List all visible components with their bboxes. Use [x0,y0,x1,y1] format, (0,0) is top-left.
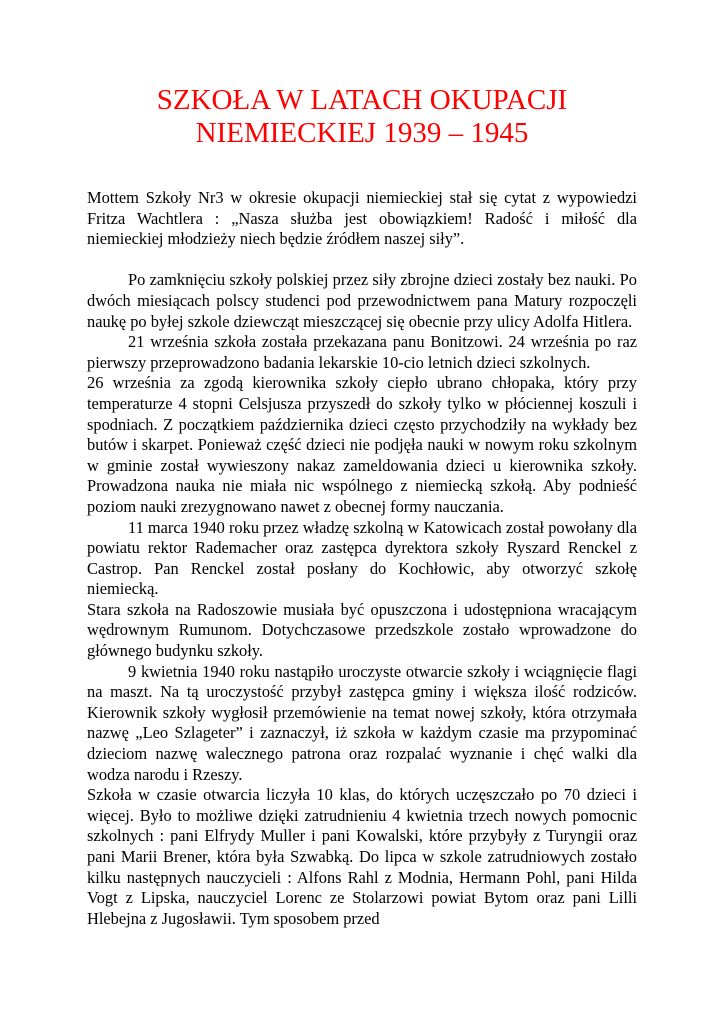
paragraph: Szkoła w czasie otwarcia liczyła 10 klas, do których uczęszczało po 70 dzieci i więcej. Było to możliwe dzięki zatrudnieniu 4 kwietnia trzech nowych pomocnic szkolnych : pani Elfrydy Muller i pani Kowalski, które przybyły z Turyngii oraz pani Marii Brener, która była Szwabką. Do lipca w szkole zatrudniowych zostało kilku następnych nauczycieli : Alfons Rahl z Modnia, Hermann Pohl, pani Hilda Vogt z Lipska, nauczyciel Lorenc ze Stolarzowi powiat Bytom oraz pani Lilli Hlebejna z Jugosławii. Tym sposobem przed [87,785,637,928]
paragraph: 21 września szkoła została przekazana panu Bonitzowi. 24 września po raz pierwszy przeprowadzono badania lekarskie 10-cio letnich dzieci szkolnych. [87,332,637,372]
title-line-1: SZKOŁA W LATACH OKUPACJI [156,84,568,116]
paragraph: 11 marca 1940 roku przez władzę szkolną w Katowicach został powołany dla powiatu rektor Rademacher oraz zastępca dyrektora szkoły Ryszard Renckel z Castrop. Pan Renckel został posłany do Kochłowic, aby otworzyć szkołę niemiecką. [87,517,637,599]
title-line-2: NIEMIECKIEJ 1939 – 1945 [195,117,529,149]
paragraph: 26 września za zgodą kierownika szkoły ciepło ubrano chłopaka, który przy temperaturze 4 stopni Celsjusza przyszedł do szkoły tylko w płóciennej koszuli i spodniach. Z początkiem października dzieci często przychodziły na wykłady bez butów i skarpet. Ponieważ część dzieci nie podjęła nauki w nowym roku szkolnym w gminie został wywieszony nakaz zameldowania dzieci u kierownika szkoły. Prowadzona nauka nie miała nic wspólnego z niemiecką szkołą. Aby podnieść poziom nauki zrezygnowano nawet z obecnej formy nauczania. [87,373,637,516]
document-body [87,188,637,929]
paragraph-spacer [87,250,637,271]
paragraph: Stara szkoła na Radoszowie musiała być opuszczona i udostępniona wracającym wędrownym Rumunom. Dotychczasowe przedszkole zostało wprowadzone do głównego budynku szkoły. [87,599,637,661]
paragraph: 9 kwietnia 1940 roku nastąpiło uroczyste otwarcie szkoły i wciągnięcie flagi na maszt. Na tą uroczystość przybył zastępca gminy i większa ilość rodziców. Kierownik szkoły wygłosił przemówienie na temat nowej szkoły, która otrzymała nazwę „Leo Szlageter” i zaznaczył, iż szkoła w każdym czasie ma przypominać dzieciom nazwę walecznego patrona oraz rozpalać wyznanie i chęć walki dla wodza narodu i Rzeszy. [87,661,637,784]
paragraph: Po zamknięciu szkoły polskiej przez siły zbrojne dzieci zostały bez nauki. Po dwóch miesiącach polscy studenci pod przewodnictwem pana Matury rozpoczęli naukę po byłej szkole dziewcząt mieszczącej się obecnie przy ulicy Adolfa Hitlera. [87,270,637,331]
page-title [87,0,637,150]
paragraph-motto: Mottem Szkoły Nr3 w okresie okupacji niemieckiej stał się cytat z wypowiedzi Fritza Wachtlera : „Nasza służba jest obowiązkiem! Radość i miłość dla niemieckiej młodzieży niech będzie źródłem naszej siły”. [87,188,637,249]
